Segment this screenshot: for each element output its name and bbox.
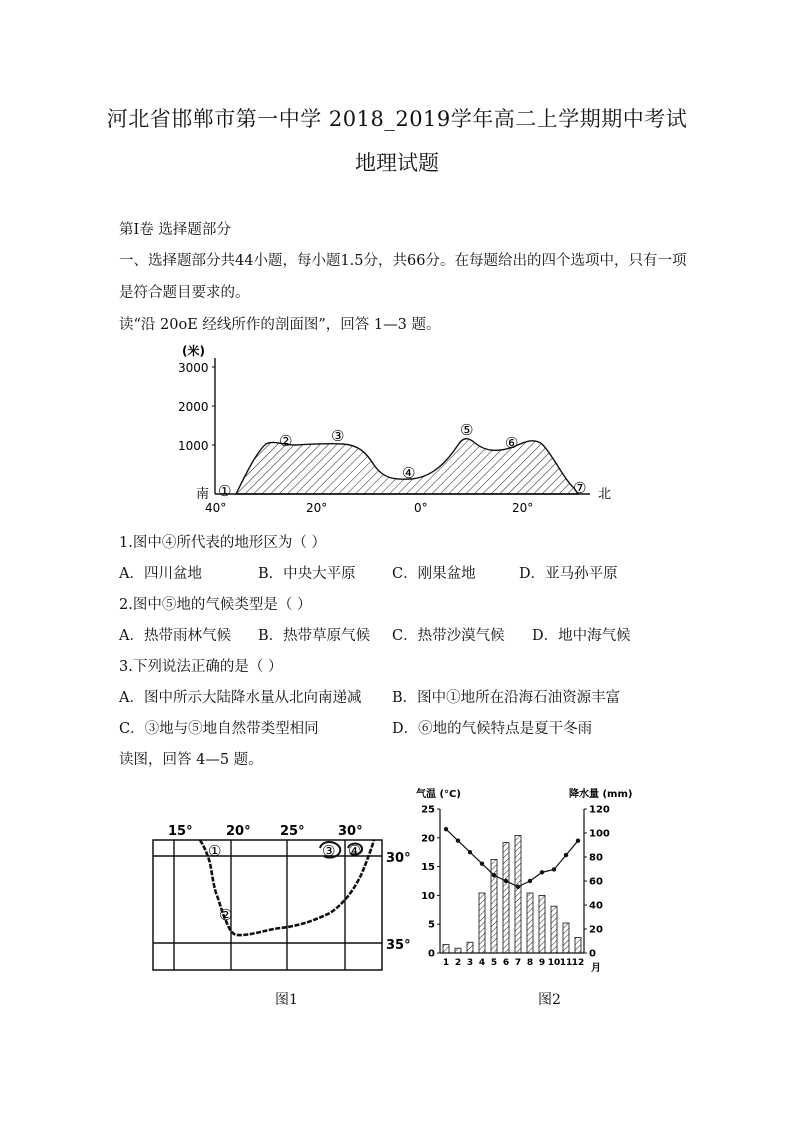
map-marker-1: ① xyxy=(208,842,222,860)
chart-plot xyxy=(421,805,610,969)
marker-7: ⑦ xyxy=(573,479,587,497)
temperature-tick-label: 5 xyxy=(428,919,435,931)
x-tick-20n: 20° xyxy=(512,501,534,515)
map-marker-4: ④ xyxy=(348,842,362,860)
temperature-point xyxy=(468,850,472,854)
precipitation-tick-label: 120 xyxy=(589,804,610,816)
month-tick-label: 5 xyxy=(490,958,498,968)
q3-option-c: C．③地与⑤地自然带类型相同 xyxy=(119,721,319,737)
temperature-point xyxy=(492,873,496,877)
question-2-stem: 2.图中⑤地的气候类型是（ ） xyxy=(119,597,312,613)
instructions-line-2: 是符合题目要求的。 xyxy=(119,285,250,301)
precipitation-bar xyxy=(455,948,461,953)
intro-questions-1-3: 读“沿 20oE 经线所作的剖面图”，回答 1—3 题。 xyxy=(119,317,441,333)
north-label: 北 xyxy=(598,487,612,502)
precipitation-tick-label: 100 xyxy=(589,828,610,840)
month-tick-label: 9 xyxy=(538,958,546,968)
q1-option-d: D．亚马孙平原 xyxy=(519,566,618,582)
temperature-point xyxy=(504,879,508,883)
y-tick-2000: 2000 xyxy=(178,400,209,414)
lat-label-30: 30° xyxy=(386,851,411,866)
profile-unit-label: (米) xyxy=(182,344,205,358)
q3-option-a: A．图中所示大陆降水量从北向南递减 xyxy=(119,690,362,706)
question-3-stem: 3.下列说法正确的是（ ） xyxy=(119,659,283,675)
figure-2-caption: 图2 xyxy=(538,992,561,1008)
x-tick-0: 0° xyxy=(414,501,428,515)
precipitation-bar xyxy=(467,942,473,953)
lon-label-20: 20° xyxy=(226,824,251,839)
figure-1-caption: 图1 xyxy=(275,992,298,1008)
south-label: 南 xyxy=(196,487,210,502)
temperature-point xyxy=(564,853,568,857)
question-1-stem: 1.图中④所代表的地形区为（ ） xyxy=(119,535,326,551)
temperature-point xyxy=(576,838,580,842)
month-tick-label: 12 xyxy=(571,958,585,968)
temperature-line xyxy=(446,829,578,887)
precipitation-axis-title: 降水量 (mm) xyxy=(569,789,633,800)
precipitation-tick-label: 80 xyxy=(589,852,603,864)
precipitation-tick-label: 40 xyxy=(589,900,603,912)
precipitation-bar xyxy=(551,906,557,953)
part-heading: 第Ⅰ卷 选择题部分 xyxy=(119,222,231,238)
temperature-tick-label: 15 xyxy=(421,862,435,874)
temperature-point xyxy=(552,867,556,871)
month-tick-label: 2 xyxy=(454,958,462,968)
temperature-point xyxy=(444,827,448,831)
temperature-tick-label: 10 xyxy=(421,890,435,902)
exam-subject: 地理试题 xyxy=(355,151,439,175)
temperature-point xyxy=(456,838,460,842)
precipitation-bar xyxy=(539,895,545,953)
precipitation-bar xyxy=(503,843,509,953)
exam-title: 河北省邯郸市第一中学 2018_2019学年高二上学期期中考试 xyxy=(106,107,688,131)
temperature-point xyxy=(480,862,484,866)
precipitation-tick-label: 20 xyxy=(589,924,603,936)
y-tick-3000: 3000 xyxy=(178,361,209,375)
marker-3: ③ xyxy=(331,427,345,445)
month-tick-label: 3 xyxy=(466,958,474,968)
temperature-point xyxy=(528,879,532,883)
month-tick-label: 11 xyxy=(559,958,573,968)
q1-option-a: A．四川盆地 xyxy=(119,566,202,582)
marker-6: ⑥ xyxy=(505,434,519,452)
map-marker-2: ② xyxy=(219,906,233,924)
lon-label-30: 30° xyxy=(338,824,363,839)
marker-5: ⑤ xyxy=(460,421,474,439)
q1-option-b: B．中央大平原 xyxy=(258,566,356,582)
month-tick-label: 7 xyxy=(514,958,522,968)
lon-label-15: 15° xyxy=(168,824,193,839)
temperature-point xyxy=(540,870,544,874)
x-tick-20s: 20° xyxy=(306,501,328,515)
q3-option-b: B．图中①地所在沿海石油资源丰富 xyxy=(392,690,621,706)
marker-1: ① xyxy=(218,482,232,500)
q1-option-c: C．刚果盆地 xyxy=(392,566,476,582)
precipitation-tick-label: 60 xyxy=(589,876,603,888)
q2-option-b: B．热带草原气候 xyxy=(258,628,371,644)
temperature-tick-label: 20 xyxy=(421,833,435,845)
temperature-tick-label: 0 xyxy=(428,948,435,960)
month-tick-label: 1 xyxy=(442,958,450,968)
month-tick-label: 8 xyxy=(526,958,534,968)
intro-questions-4-5: 读图，回答 4—5 题。 xyxy=(119,752,263,768)
lat-label-35: 35° xyxy=(386,938,411,953)
precipitation-bar xyxy=(515,835,521,953)
q2-option-a: A．热带雨林气候 xyxy=(119,628,231,644)
q3-option-d: D．⑥地的气候特点是夏干冬雨 xyxy=(392,721,593,737)
precipitation-bar xyxy=(443,945,449,953)
precipitation-bar xyxy=(575,937,581,953)
y-tick-1000: 1000 xyxy=(178,439,209,453)
precipitation-bar xyxy=(479,893,485,953)
month-unit: 月 xyxy=(591,963,601,974)
marker-4: ④ xyxy=(402,464,416,482)
month-tick-label: 4 xyxy=(478,958,486,968)
temperature-tick-label: 25 xyxy=(421,804,435,816)
month-tick-label: 6 xyxy=(502,958,510,968)
x-tick-40: 40° xyxy=(205,501,227,515)
temperature-point xyxy=(516,885,520,889)
precipitation-tick-label: 0 xyxy=(589,948,596,960)
temperature-axis-title: 气温 (°C) xyxy=(416,789,461,800)
precipitation-bar xyxy=(527,893,533,953)
map-figure xyxy=(150,818,420,978)
map-marker-3: ③ xyxy=(322,842,336,860)
instructions-line-1: 一、选择题部分共44小题，每小题1.5分，共66分。在每题给出的四个选项中，只有一项 xyxy=(119,253,687,269)
month-tick-label: 10 xyxy=(547,958,561,968)
q2-option-d: D．地中海气候 xyxy=(532,628,631,644)
lon-label-25: 25° xyxy=(280,824,305,839)
marker-2: ② xyxy=(279,432,293,450)
precipitation-bar xyxy=(563,923,569,953)
q2-option-c: C．热带沙漠气候 xyxy=(392,628,505,644)
climate-chart xyxy=(412,785,637,975)
profile-figure xyxy=(178,340,618,522)
